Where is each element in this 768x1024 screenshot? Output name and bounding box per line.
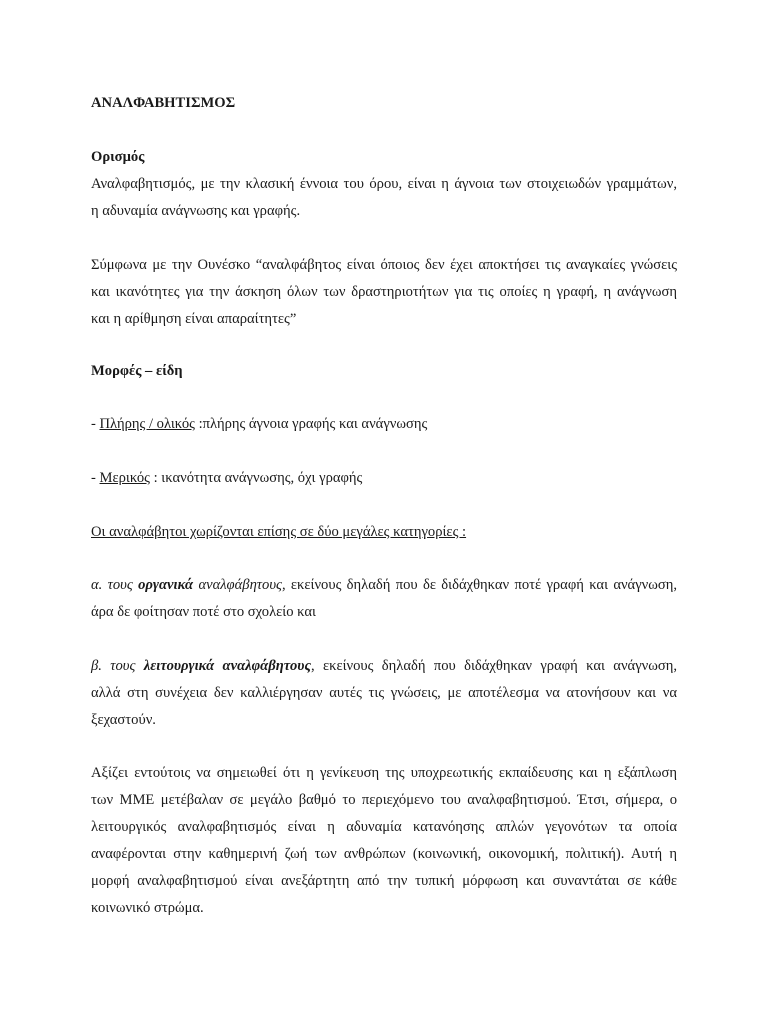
category-a-line-1 [91,576,677,594]
category-a-prefix: α. τους [91,577,139,593]
closing-line-6: κοινωνικό στρώμα. [91,900,204,916]
closing-line-3: λειτουργικός αναλφαβητισμός είναι η αδυναμία κατανόησης απλών γεγονότων τα οποία [91,819,677,835]
form-partial-desc: : ικανότητα ανάγνωσης, όχι γραφής [149,470,363,486]
closing-line-4: αναφέρονται στην καθημερινή ζωή των ανθρώπων (κοινωνική, οικονομική, πολιτική). Αυτή η [91,846,677,862]
form-full-dash: - [91,416,100,432]
category-a-line-2: άρα δε φοίτησαν ποτέ στο σχολείο και [91,604,316,620]
forms-heading: Μορφές – είδη [91,363,183,379]
categories-intro: Οι αναλφάβητοι χωρίζονται επίσης σε δύο μεγάλες κατηγορίες : [91,524,467,540]
closing-line-5: μορφή αναλφαβητισμού είναι ανεξάρτητη από την τυπική μόρφωση και συναντάται σε κάθε [91,873,677,889]
closing-line-1: Αξίζει εντούτοις να σημειωθεί ότι η γενίκευση της υποχρεωτικής εκπαίδευσης και η εξάπλωση [91,765,677,781]
unesco-line-2: και ικανότητες για την άσκηση όλων των δραστηριοτήτων για τις οποίες η γραφή, η ανάγνωση [91,284,677,300]
definition-line-2: η αδυναμία ανάγνωσης και γραφής. [91,203,301,219]
definition-line-1: Αναλφαβητισμός, με την κλασική έννοια του όρου, είναι η άγνοια των στοιχειωδών γραμμάτων, [91,176,677,192]
category-b-term: λειτουργικά αναλφάβητους [143,658,311,674]
form-partial-term: Μερικός [99,470,150,486]
category-b-line-3: ξεχαστούν. [91,712,156,728]
category-a-rest: , εκείνους δηλαδή που δε διδάχθηκαν ποτέ γραφή και ανάγνωση, [281,577,678,593]
category-a-italic: αναλφάβητους [193,577,282,593]
form-full-term: Πλήρης / ολικός [99,416,195,432]
unesco-line-1: Σύμφωνα με την Ουνέσκο “αναλφάβητος είναι όποιος δεν έχει αποκτήσει τις αναγκαίες γνώσεις [91,257,677,273]
document-title: ΑΝΑΛΦΑΒΗΤΙΣΜΟΣ [91,95,236,111]
form-full-desc: :πλήρης άγνοια γραφής και ανάγνωσης [194,416,428,432]
category-b-line-1 [91,657,677,675]
unesco-line-3: και η αρίθμηση είναι απαραίτητες” [91,311,297,327]
form-full [91,415,677,433]
closing-line-2: των ΜΜΕ μετέβαλαν σε μεγάλο βαθμό το περιεχόμενο του αναλφαβητισμού. Έτσι, σήμερα, ο [91,792,677,808]
definition-heading: Ορισμός [91,149,145,165]
form-partial [91,469,677,487]
category-b-prefix: β. τους [91,658,144,674]
category-a-term: οργανικά [138,577,194,593]
category-b-rest: , εκείνους δηλαδή που διδάχθηκαν γραφή και ανάγνωση, [310,658,677,674]
form-partial-dash: - [91,470,100,486]
category-b-line-2: αλλά στη συνέχεια δεν καλλιέργησαν αυτές τις γνώσεις, με αποτέλεσμα να ατονήσουν και να [91,685,677,701]
